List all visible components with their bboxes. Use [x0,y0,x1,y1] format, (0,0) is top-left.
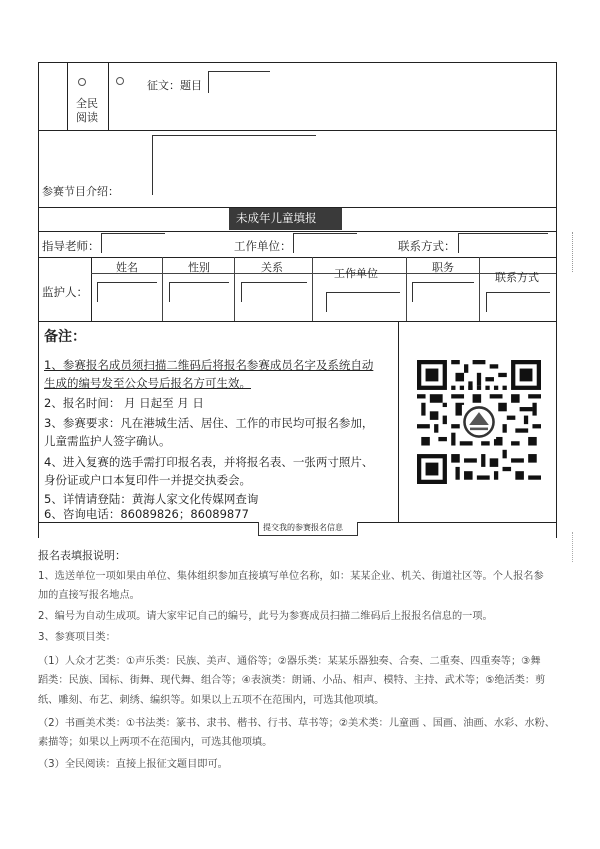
notes-line-3: 2、报名时间： 月 日起至 月 日 [44,396,204,410]
notes-title: 备注： [44,329,86,345]
scan-mark [572,532,578,562]
instructions-title: 报名表填报说明： [38,549,126,562]
essay-title-label: 征文：题目 [147,79,202,92]
minor-section-header-text: 未成年儿童填报 [236,211,317,225]
notes-line-6: 4、进入复赛的选手需打印报名表，并将报名表、一张两寸照片、 [44,455,374,469]
notes-line-7: 身份证或户口本复印件一并提交执委会。 [44,473,251,487]
guardian-col-gender: 性别 [188,261,210,274]
instructions-line-2: 加的直接写报名地点。 [38,590,140,601]
guardian-label: 监护人： [42,285,88,299]
instructions-line-7: 纸、雕刻、布艺、刺绣、编织等。如果以上五项不在范围内，可选其他项填。 [38,695,385,706]
notes-line-2: 生成的编号发至公众号后报名方可生效。 [44,376,251,390]
guardian-name-input[interactable] [97,282,157,302]
notes-line-1: 1、参赛报名成员须扫描二维码后将报名参赛成员名字及系统自动 [44,358,374,372]
instructions-line-9: 素描等；如果以上两项不在范围内，可选其他项填。 [38,737,273,748]
notes-line-5: 儿童需监护人签字确认。 [44,434,171,448]
notes-line-4: 3、参赛要求：凡在港城生活、居住、工作的市民均可报名参加， [44,416,374,430]
work-unit-input[interactable] [293,233,357,253]
guardian-col-relation: 关系 [261,261,283,274]
contact-input[interactable] [458,233,548,253]
essay-title-input[interactable] [208,71,270,93]
teacher-label: 指导老师： [42,239,100,253]
instructions-line-1: 1、选送单位一项如果由单位、集体组织参加直接填写单位名称，如：某某企业、机关、街道社区等。个人报名参 [38,571,544,582]
guardian-col-position: 职务 [432,261,454,274]
guardian-work-unit-input[interactable] [326,292,400,312]
guardian-gender-input[interactable] [169,282,229,302]
program-intro-label: 参赛节目介绍： [42,185,119,198]
instructions-line-8: （2）书画美术类：①书法类：篆书、隶书、楷书、行书、草书等；②美术类：儿童画 、国画、油画、水彩、水粉、 [38,718,555,729]
qr-code-icon[interactable] [417,360,541,484]
guardian-col-name: 姓名 [116,261,138,274]
reading-label-line1: 全民 [76,97,98,110]
instructions-line-3: 2、编号为自动生成项。请大家牢记自己的编号，此号为参赛成员扫描二维码后上报报名信息的一项。 [38,611,493,622]
program-intro-input[interactable] [152,135,316,195]
instructions-line-10: （3）全民阅读：直接上报征文题目即可。 [38,759,228,770]
guardian-contact-input[interactable] [486,292,550,312]
contact-label: 联系方式： [398,239,456,253]
teacher-input[interactable] [101,233,165,253]
guardian-position-input[interactable] [412,282,474,302]
reading-label-line2: 阅读 [76,111,98,124]
reading-radio[interactable] [78,78,86,86]
qr-submit-caption[interactable]: 提交我的参赛报名信息 [263,523,343,532]
instructions-line-4: 3、参赛项目类： [38,632,116,643]
guardian-col-work-unit: 工作单位 [334,267,378,280]
scan-mark [572,232,578,272]
essay-radio[interactable] [116,77,124,85]
notes-line-8: 5、详情请登陆：黄海人家文化传媒网查询 [44,492,259,506]
guardian-relation-input[interactable] [241,282,307,302]
notes-line-9: 6、咨询电话：86089826；86089877 [44,507,249,521]
work-unit-label: 工作单位： [234,239,292,253]
instructions-line-6: 蹈类：民族、国标、街舞、现代舞、组合等；④表演类：朗诵、小品、相声、模特、主持、武术等；⑤绝活类：剪 [38,675,546,686]
guardian-col-contact: 联系方式 [495,271,539,284]
instructions-line-5: （1）人众才艺类：①声乐类：民族、美声、通俗等；②器乐类：某某乐器独奏、合奏、二重奏、四重奏等；③舞 [38,656,541,667]
